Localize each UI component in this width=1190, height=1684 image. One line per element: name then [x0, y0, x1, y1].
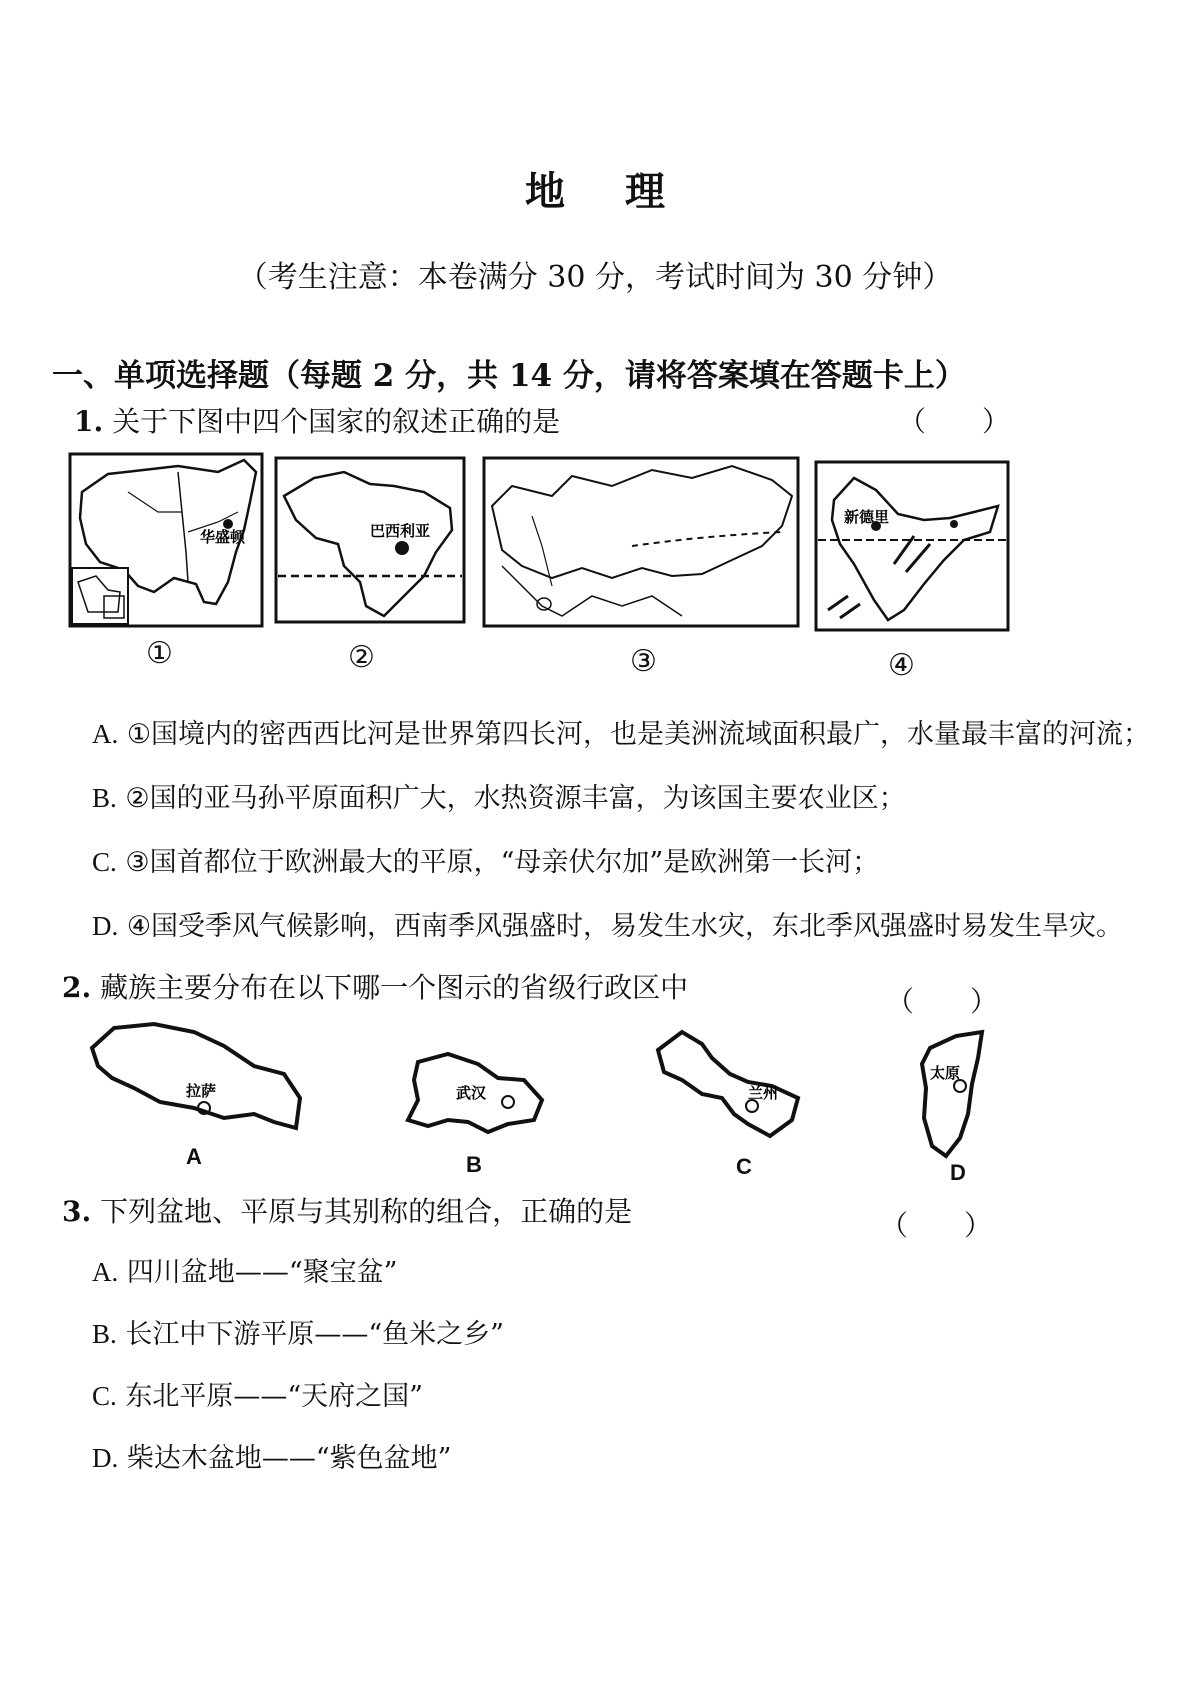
question-text: 关于下图中四个国家的叙述正确的是	[112, 405, 561, 438]
figure-label-1: ①	[146, 636, 173, 671]
answer-paren: （ ）	[880, 1209, 993, 1242]
map-brazil	[274, 456, 466, 624]
figure-label-a: A	[186, 1144, 202, 1169]
option-text: 柴达木盆地——“紫色盆地”	[126, 1443, 452, 1474]
q3-option-d	[92, 1436, 451, 1475]
option-text: ③国首都位于欧洲最大的平原，“母亲伏尔加”是欧洲第一长河；	[125, 847, 880, 878]
figure-label-b: B	[466, 1152, 482, 1177]
title-char-2: 理	[625, 168, 665, 215]
q1-option-d	[92, 904, 1123, 943]
answer-paren: （ ）	[886, 985, 999, 1018]
map-city-label: 新德里	[844, 508, 890, 526]
exam-notice: （考生注意：本卷满分 30 分，考试时间为 30 分钟）	[237, 260, 953, 295]
province-gansu	[652, 1024, 808, 1144]
q3-option-c	[92, 1374, 423, 1413]
option-letter: A.	[92, 1257, 119, 1287]
q1-option-b	[92, 776, 906, 815]
option-letter: C.	[92, 847, 117, 877]
province-hubei	[398, 1050, 550, 1140]
map-india	[814, 460, 1010, 632]
question-number: 3.	[62, 1195, 92, 1228]
option-text: ①国境内的密西西比河是世界第四长河，也是美洲流域面积最广，水量最丰富的河流；	[126, 719, 1151, 750]
province-city-label: 兰州	[748, 1084, 779, 1102]
figure-label-2: ②	[348, 640, 375, 675]
option-letter: C.	[92, 1381, 117, 1411]
question-text: 下列盆地、平原与其别称的组合，正确的是	[100, 1195, 633, 1228]
figure-label-c: C	[736, 1154, 752, 1179]
option-letter: B.	[92, 1319, 117, 1349]
map-city-label: 巴西利亚	[370, 522, 431, 540]
q1-option-c	[92, 840, 879, 879]
section-heading: 一、单项选择题（每题 2 分，共 14 分，请将答案填在答题卡上）	[52, 358, 966, 394]
province-city-label: 拉萨	[186, 1082, 217, 1100]
option-letter: D.	[92, 911, 119, 941]
option-text: 东北平原——“天府之国”	[125, 1381, 423, 1412]
figure-label-4: ④	[888, 648, 915, 683]
option-text: ④国受季风气候影响，西南季风强盛时，易发生水灾，东北季风强盛时易发生旱灾。	[126, 911, 1124, 942]
option-letter: A.	[92, 719, 119, 749]
map-usa	[68, 452, 264, 628]
figure-label-3: ③	[630, 644, 657, 679]
q3-option-a	[92, 1250, 397, 1289]
question-number: 2.	[62, 971, 92, 1004]
question-2-stem	[62, 966, 688, 1006]
option-text: ②国的亚马孙平原面积广大，水热资源丰富，为该国主要农业区；	[125, 783, 906, 814]
province-xizang	[84, 1018, 310, 1144]
question-text: 藏族主要分布在以下哪一个图示的省级行政区中	[100, 971, 689, 1004]
question-1-stem	[74, 400, 560, 440]
question-number: 1.	[74, 405, 104, 438]
question-3-stem	[62, 1190, 632, 1230]
answer-paren: （ ）	[898, 405, 1011, 438]
q1-option-a	[92, 712, 1150, 751]
province-city-label: 武汉	[456, 1084, 487, 1102]
q3-option-b	[92, 1312, 504, 1351]
map-city-label: 华盛顿	[200, 528, 246, 546]
title-char-1: 地	[525, 168, 565, 215]
option-letter: D.	[92, 1443, 119, 1473]
map-russia	[482, 456, 800, 628]
option-text: 四川盆地——“聚宝盆”	[126, 1257, 398, 1288]
page-title	[0, 160, 1190, 217]
option-text: 长江中下游平原——“鱼米之乡”	[125, 1319, 504, 1350]
figure-label-d: D	[950, 1160, 966, 1185]
province-shanxi	[916, 1028, 1000, 1160]
option-letter: B.	[92, 783, 117, 813]
province-city-label: 太原	[930, 1064, 961, 1082]
